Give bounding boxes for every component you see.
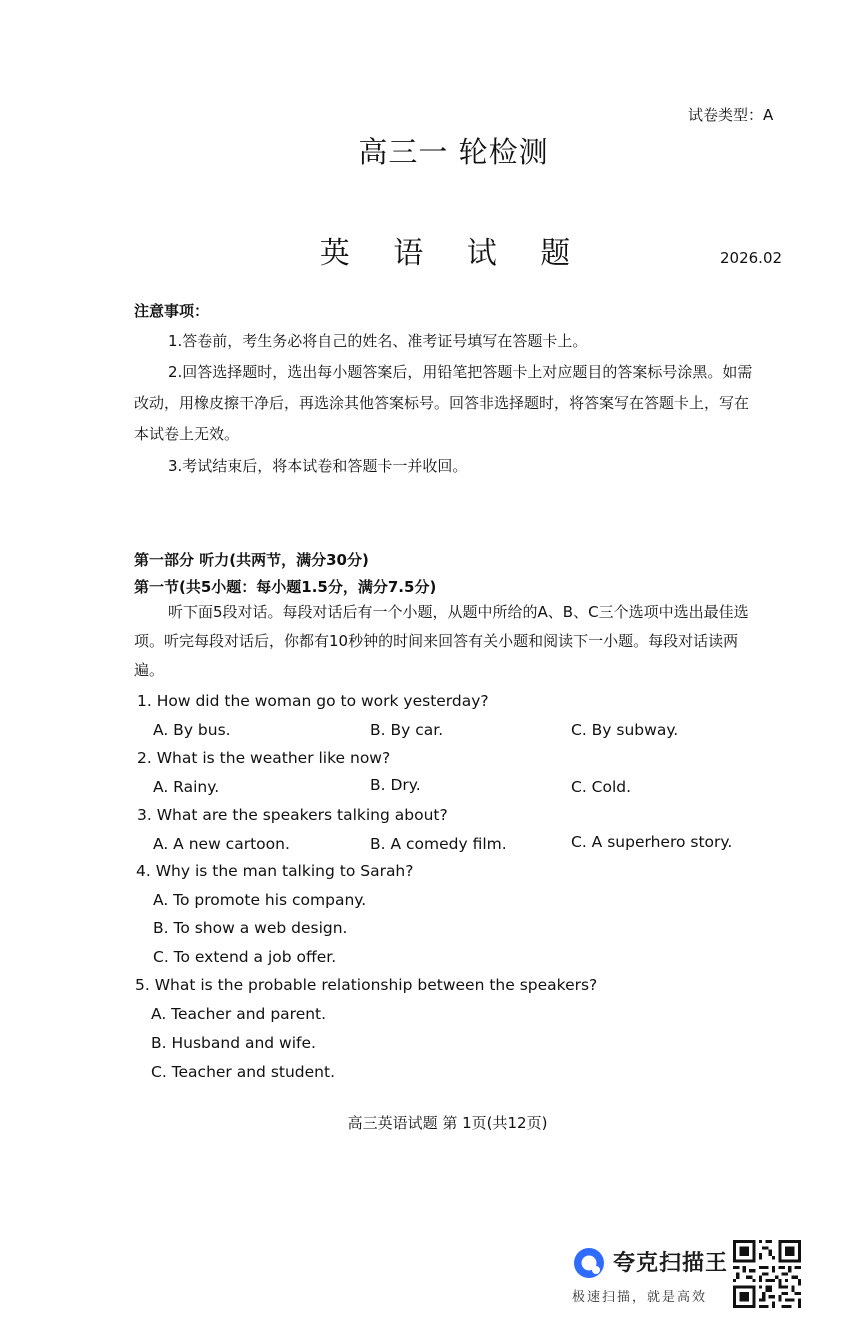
option-5c: C. Teacher and student. (151, 1063, 335, 1081)
question-1: 1. How did the woman go to work yesterday? (137, 692, 489, 710)
option-5b: B. Husband and wife. (151, 1034, 316, 1052)
notice-item-2: 2.回答选择题时，选出每小题答案后，用铅笔把答题卡上对应题目的答案标号涂黑。如需改动，用橡皮擦干净后，再选涂其他答案标号。回答非选择题时，将答案写在答题卡上，写在本试卷上无效。 (134, 363, 753, 443)
option-1b: B. By car. (370, 721, 444, 739)
qr-code-icon (733, 1240, 801, 1308)
option-4c: C. To extend a job offer. (153, 948, 337, 966)
option-4b: B. To show a web design. (153, 919, 348, 937)
exam-date: 2026.02 (720, 249, 783, 267)
brand-name: 夸克扫描王 (613, 1251, 729, 1276)
question-5: 5. What is the probable relationship between the speakers? (135, 976, 598, 994)
option-2b: B. Dry. (370, 776, 421, 794)
option-3b: B. A comedy film. (370, 835, 507, 853)
option-2c: C. Cold. (571, 778, 632, 796)
option-1a: A. By bus. (153, 721, 231, 739)
question-3: 3. What are the speakers talking about? (137, 806, 448, 824)
option-4a: A. To promote his company. (153, 891, 367, 909)
scanner-watermark (572, 1244, 732, 1306)
brand-slogan: 极速扫描，就是高效 (572, 1290, 708, 1305)
exam-title: 高三一 轮检测 (358, 135, 549, 169)
notice-heading: 注意事项： (134, 302, 210, 320)
option-3c: C. A superhero story. (571, 833, 733, 851)
option-1c: C. By subway. (571, 721, 679, 739)
page-footer: 高三英语试题 第 1页(共12页) (347, 1114, 548, 1132)
option-2a: A. Rainy. (153, 778, 220, 796)
question-4: 4. Why is the man talking to Sarah? (136, 862, 414, 880)
paper-type: 试卷类型：A (688, 106, 774, 124)
quark-logo-icon (572, 1246, 606, 1280)
part-heading: 第一部分 听力(共两节，满分30分) (134, 551, 369, 569)
option-3a: A. A new cartoon. (153, 835, 290, 853)
subject-title: 英 语 试 题 (319, 236, 588, 271)
section-heading: 第一节(共5小题：每小题1.5分，满分7.5分) (134, 578, 437, 596)
listening-instructions: 听下面5段对话。每段对话后有一个小题，从题中所给的A、B、C三个选项中选出最佳选项。听完每段对话后，你都有10秒钟的时间来回答有关小题和阅读下一小题。每段对话读两遍。 (134, 603, 749, 679)
question-2: 2. What is the weather like now? (137, 749, 391, 767)
option-5a: A. Teacher and parent. (151, 1005, 327, 1023)
notice-item-3: 3.考试结束后，将本试卷和答题卡一并收回。 (168, 457, 468, 475)
notice-item-1: 1.答卷前，考生务必将自己的姓名、准考证号填写在答题卡上。 (168, 332, 588, 350)
